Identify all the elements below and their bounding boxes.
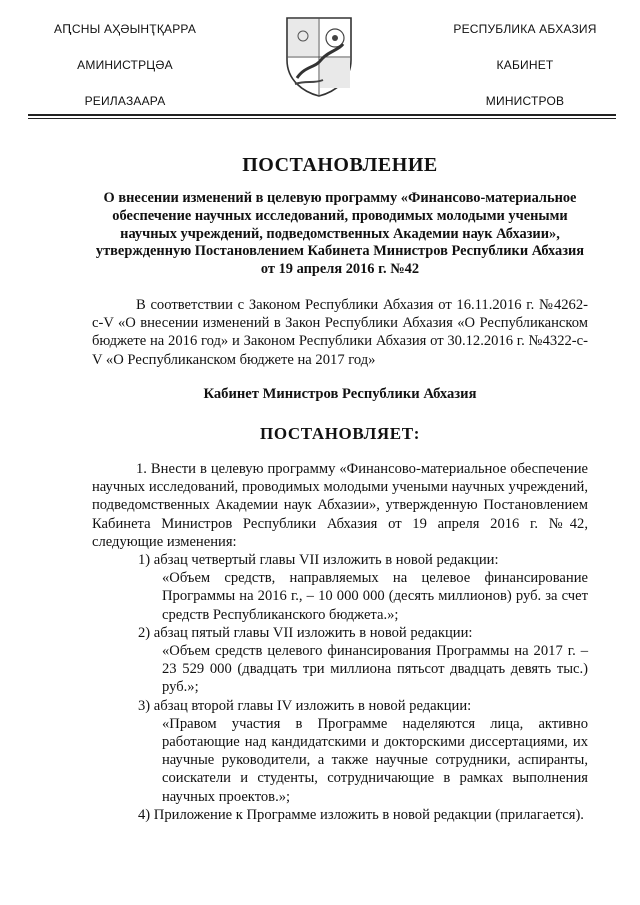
item-1-sub-3: 3) абзац второй главы IV изложить в новой редакции: <box>138 697 472 714</box>
document-title: ПОСТАНОВЛЕНИЕ <box>242 154 438 176</box>
header-divider-thick <box>28 114 616 116</box>
header-left-line-1: АԤСНЫ АҲӘЫНҬҚАРРА <box>53 22 197 36</box>
header-left-line-2: АМИНИСТРЦӘА <box>77 58 173 72</box>
item-1-sub-4: 4) Приложение к Программе изложить в новой редакции (прилагается). <box>138 806 584 823</box>
header-left-line-3: РЕИЛАЗААРА <box>84 94 166 108</box>
header-right-line-1: РЕСПУБЛИКА АБХАЗИЯ <box>453 22 597 36</box>
cabinet-heading: Кабинет Министров Республики Абхазия <box>203 386 477 402</box>
item-1 <box>92 460 588 824</box>
preamble-text: В соответствии с Законом Республики Абхазия от 16.11.2016 г. №4262-с-V «О внесении изменений в Закон Республики Абхазия «О Республиканском бюджете на 2016 год» и Законом Республики Абхазия от 30.12.2016 г. №4322-с-V «О Республиканском бюджете на 2017 год» <box>92 297 588 368</box>
item-1-sub-2: 2) абзац пятый главы VII изложить в новой редакции: <box>138 624 473 641</box>
header-right-line-2: КАБИНЕТ <box>496 58 554 72</box>
document-subtitle: О внесении изменений в целевую программу «Финансово-материальное обеспечение научных исследований, проводимых молодыми учеными научных учреждений, подведомственных Академии наук Абхазии», утвержденную Постановлением Кабинета Министров Республики Абхазия от 19 апреля 2016 г. №42 <box>95 190 585 278</box>
abkhazia-coat-of-arms-icon <box>283 14 355 98</box>
item-1-sub-1: 1) абзац четвертый главы VII изложить в новой редакции: <box>138 552 499 569</box>
header-divider-thin <box>28 118 616 119</box>
resolves-heading: ПОСТАНОВЛЯЕТ: <box>260 424 420 443</box>
preamble <box>92 296 588 369</box>
item-1-quote-1: «Объем средств, направляемых на целевое финансирование Программы на 2016 г., – 10 000 000 (десять миллионов) руб. за счет средств Республиканского бюджета.»; <box>162 570 588 623</box>
item-1-quote-2: «Объем средств целевого финансирования Программы на 2017 г. – 23 529 000 (двадцать три миллиона пятьсот двадцать девять тыс.) руб.»; <box>162 643 588 696</box>
item-1-intro: 1. Внести в целевую программу «Финансово-материальное обеспечение научных исследований, проводимых молодыми учеными научных учреждений, подведомственных Академии наук Абхазии», утвержденную Постановлением Кабинета Министров Республики Абхазия от 19 апреля 2016 г. №42, следующие изменения: <box>92 461 588 550</box>
header-right-line-3: МИНИСТРОВ <box>485 94 565 108</box>
item-1-quote-3: «Правом участия в Программе наделяются лица, активно работающие над кандидатскими и докторскими диссертациями, их научные руководители, а также научные сотрудники, аспиранты, соискатели и студенты, сотрудничающие в рамках выполнения научных проектов.»; <box>162 715 588 805</box>
